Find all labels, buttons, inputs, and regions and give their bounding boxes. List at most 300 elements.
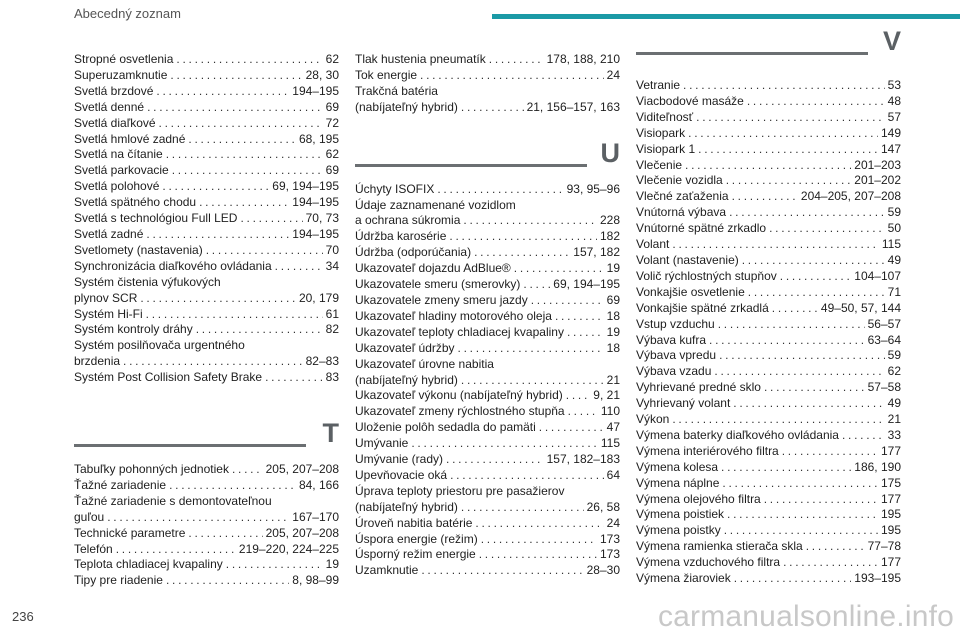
dot-leader xyxy=(729,205,885,221)
dot-leader xyxy=(539,420,604,436)
index-entry xyxy=(636,237,901,253)
entry-pages: 115 xyxy=(600,436,620,451)
index-entry xyxy=(355,516,620,532)
entry-term: Tlak hustenia pneumatík xyxy=(355,52,486,66)
dot-leader xyxy=(240,211,302,227)
dot-leader xyxy=(782,444,878,460)
entry-group xyxy=(355,229,620,356)
dot-leader xyxy=(567,325,604,341)
entry-pages: 53 xyxy=(887,78,901,92)
index-entry xyxy=(355,373,620,389)
index-entry xyxy=(355,309,620,325)
dot-leader xyxy=(721,460,851,476)
index-entry xyxy=(74,557,339,573)
index-entry xyxy=(355,229,620,245)
index-entry xyxy=(74,116,339,132)
entry-term: Svetlá na čítanie xyxy=(74,147,163,162)
entry-term: Výbava vzadu xyxy=(636,364,712,379)
entry-group xyxy=(355,516,620,580)
entry-term: Systém Hi-Fi xyxy=(74,306,143,321)
entry-group xyxy=(355,373,620,389)
dot-leader xyxy=(437,182,563,198)
entry-pages: 167–170 xyxy=(292,509,339,524)
dot-leader xyxy=(566,388,591,404)
index-entry xyxy=(636,396,901,412)
index-entry xyxy=(636,492,901,508)
entry-term: Výbava kufra xyxy=(636,332,707,347)
entry-group xyxy=(74,462,339,494)
entry-term: plynov SCR xyxy=(74,290,138,305)
index-entry xyxy=(355,420,620,436)
entry-pages: 57 xyxy=(887,109,901,124)
page-number: 236 xyxy=(12,609,34,624)
entry-term: Výmena náplne xyxy=(636,475,720,490)
entry-pages: 173 xyxy=(599,547,620,562)
entry-term: (nabíjateľný hybrid) xyxy=(355,99,458,114)
index-entry xyxy=(74,211,339,227)
index-entry xyxy=(636,364,901,380)
index-entry xyxy=(355,245,620,261)
index-entry xyxy=(355,563,620,579)
entry-term: Teplota chladiacej kvapaliny xyxy=(74,557,223,572)
entry-pages: 49 xyxy=(887,252,901,267)
dot-leader xyxy=(764,492,878,508)
entry-term: Ukazovateľ hladiny motorového oleja xyxy=(355,308,552,323)
dot-leader xyxy=(172,163,323,179)
index-entry xyxy=(636,380,901,396)
entry-term: Ukazovateľ výkonu (nabíjateľný hybrid) xyxy=(355,388,563,403)
entry-pages: 194–195 xyxy=(292,226,339,241)
entry-pages: 219–220, 224–225 xyxy=(238,541,339,556)
dot-leader xyxy=(107,510,289,526)
dot-leader xyxy=(722,476,878,492)
dot-leader xyxy=(420,68,604,84)
entry-pages: 57–58 xyxy=(867,380,901,395)
dot-leader xyxy=(188,132,296,148)
dot-leader xyxy=(769,221,885,237)
index-entry xyxy=(355,182,620,198)
entry-pages: 82–83 xyxy=(305,354,339,369)
entry-term: Vyhrievané predné sklo xyxy=(636,380,761,395)
watermark: carmanualsonline.info xyxy=(657,600,954,633)
entry-term: Svetlá zadné xyxy=(74,226,144,241)
entry-term: Stropné osvetlenia xyxy=(74,52,174,66)
entry-term: Svetlá spätného chodu xyxy=(74,195,197,210)
entry-term: Ťažné zariadenie xyxy=(74,477,167,492)
entry-pages: 34 xyxy=(325,258,339,273)
entry-term: a ochrana súkromia xyxy=(355,213,461,228)
index-entry xyxy=(636,94,901,110)
dot-leader xyxy=(489,52,544,68)
index-entry xyxy=(636,253,901,269)
entry-pages: 69 xyxy=(606,292,620,307)
entry-term: Telefón xyxy=(74,541,113,556)
entry-term: Ukazovateľ dojazdu AdBlue® xyxy=(355,261,511,276)
dot-leader xyxy=(672,237,878,253)
dot-leader xyxy=(450,468,604,484)
dot-leader xyxy=(523,277,550,293)
entry-term: Svetlá denné xyxy=(74,99,145,114)
entry-group xyxy=(74,307,339,339)
dot-leader xyxy=(461,500,584,516)
entry-term: Výmena vzduchového filtra xyxy=(636,555,781,570)
entry-pages: 19 xyxy=(606,324,620,339)
entry-pages: 56–57 xyxy=(867,316,901,331)
entry-pages: 69, 194–195 xyxy=(553,277,620,292)
entry-pages: 18 xyxy=(606,308,620,323)
index-entry xyxy=(355,261,620,277)
index-entry xyxy=(355,468,620,484)
dot-leader xyxy=(555,309,604,325)
entry-term: Výmena poistky xyxy=(636,523,721,538)
dot-leader xyxy=(514,261,604,277)
index-entry xyxy=(74,573,339,589)
entry-pages: 147 xyxy=(880,141,901,156)
dot-leader xyxy=(156,84,289,100)
dot-leader xyxy=(724,523,878,539)
index-entry xyxy=(355,436,620,452)
entry-pages: 62 xyxy=(325,52,339,66)
index-entry xyxy=(355,341,620,357)
entry-term: Svetlá brzdové xyxy=(74,83,154,98)
entry-term: Volant xyxy=(636,237,670,252)
index-entry-line: Úprava teploty priestoru pre pasažierov xyxy=(355,483,565,498)
dot-leader xyxy=(463,213,597,229)
dot-leader xyxy=(226,557,323,573)
entry-pages: 193–195 xyxy=(854,571,901,586)
index-entry-line: Ukazovateľ úrovne nabitia xyxy=(355,356,494,371)
index-entry-line: Systém čistenia výfukových xyxy=(74,274,221,289)
index-entry xyxy=(74,243,339,259)
index-entry xyxy=(636,189,901,205)
entry-pages: 18 xyxy=(606,340,620,355)
dot-leader xyxy=(531,293,604,309)
entry-pages: 26, 58 xyxy=(586,499,620,514)
entry-pages: 195 xyxy=(880,507,901,522)
dot-leader xyxy=(732,189,798,205)
entry-term: Tok energie xyxy=(355,67,418,82)
entry-term: Vnútorná výbava xyxy=(636,205,727,220)
entry-pages: 48 xyxy=(887,93,901,108)
entry-term: Úroveň nabitia batérie xyxy=(355,515,473,530)
entry-term: Volant (nastavenie) xyxy=(636,252,739,267)
entry-term: Výmena poistiek xyxy=(636,507,725,522)
entry-group xyxy=(355,388,620,483)
dot-leader xyxy=(672,412,884,428)
dot-leader xyxy=(719,348,885,364)
index-entry xyxy=(355,532,620,548)
index-entry xyxy=(74,147,339,163)
index-entry xyxy=(636,205,901,221)
section-rule xyxy=(355,164,587,167)
entry-pages: 157, 182–183 xyxy=(546,452,620,467)
dot-leader xyxy=(449,229,597,245)
dot-leader xyxy=(780,269,852,285)
entry-pages: 178, 188, 210 xyxy=(546,52,620,66)
section-header-t xyxy=(74,414,339,460)
index-entry xyxy=(355,452,620,468)
entry-term: Výmena ramienka stierača skla xyxy=(636,539,803,554)
entry-term: Svetlomety (nastavenia) xyxy=(74,242,203,257)
dot-leader xyxy=(764,380,865,396)
entry-term: Ukazovatele smeru (smerovky) xyxy=(355,277,521,292)
index-entry xyxy=(636,412,901,428)
dot-leader xyxy=(742,253,885,269)
index-column-2 xyxy=(355,52,620,579)
entry-group xyxy=(74,354,339,370)
index-entry xyxy=(74,195,339,211)
dot-leader xyxy=(733,396,884,412)
index-entry xyxy=(74,478,339,494)
entry-term: (nabíjateľný hybrid) xyxy=(355,499,458,514)
index-entry xyxy=(355,100,620,116)
index-entry xyxy=(355,388,620,404)
entry-pages: 186, 190 xyxy=(854,459,901,474)
dot-leader xyxy=(458,341,604,357)
dot-leader xyxy=(718,317,865,333)
dot-leader xyxy=(479,547,597,563)
index-entry xyxy=(636,539,901,555)
dot-leader xyxy=(727,507,878,523)
entry-pages: 49–50, 57, 144 xyxy=(820,300,901,315)
entry-pages: 177 xyxy=(880,491,901,506)
dot-leader xyxy=(747,94,885,110)
index-entry xyxy=(636,158,901,174)
entry-pages: 72 xyxy=(325,115,339,130)
dot-leader xyxy=(698,142,878,158)
entry-group xyxy=(355,100,620,116)
index-entry-line: Ťažné zariadenie s demontovateľnou xyxy=(74,493,272,508)
entry-term: Výmena olejového filtra xyxy=(636,491,761,506)
entry-term: Vlečenie vozidla xyxy=(636,173,723,188)
dot-leader xyxy=(714,364,884,380)
entry-pages: 61 xyxy=(325,306,339,321)
dot-leader xyxy=(685,158,851,174)
entry-group xyxy=(74,510,339,526)
entry-term: Systém kontroly dráhy xyxy=(74,322,193,337)
index-entry xyxy=(74,68,339,84)
dot-leader xyxy=(734,571,852,587)
index-entry xyxy=(636,523,901,539)
entry-term: brzdenia xyxy=(74,354,121,369)
entry-pages: 21, 156–157, 163 xyxy=(526,99,620,114)
dot-leader xyxy=(696,110,884,126)
entry-term: Výmena žiaroviek xyxy=(636,571,731,586)
dot-leader xyxy=(481,532,597,548)
dot-leader xyxy=(166,573,289,589)
entry-pages: 157, 182 xyxy=(573,245,620,260)
entry-group xyxy=(74,52,339,275)
section-letter: V xyxy=(882,26,901,56)
entry-term: Výmena interiérového filtra xyxy=(636,443,779,458)
entry-pages: 69 xyxy=(325,163,339,178)
entry-term: Tabuľky pohonných jednotiek xyxy=(74,462,229,477)
index-entry xyxy=(355,500,620,516)
entry-pages: 77–78 xyxy=(867,539,901,554)
entry-pages: 195 xyxy=(880,523,901,538)
index-entry-line: Údaje zaznamenané vozidlom xyxy=(355,197,516,212)
entry-pages: 62 xyxy=(325,147,339,162)
entry-pages: 20, 179 xyxy=(298,290,339,305)
entry-pages: 149 xyxy=(880,125,901,140)
entry-term: Upevňovacie oká xyxy=(355,467,448,482)
entry-pages: 104–107 xyxy=(854,268,901,283)
section-letter: T xyxy=(322,418,339,449)
entry-term: Ukazovateľ údržby xyxy=(355,340,455,355)
index-entry xyxy=(636,142,901,158)
entry-term: Výmena baterky diaľkového ovládania xyxy=(636,427,839,442)
entry-term: Viditeľnosť xyxy=(636,109,694,124)
dot-leader xyxy=(188,526,262,542)
index-entry xyxy=(355,213,620,229)
dot-leader xyxy=(170,68,302,84)
entry-pages: 62 xyxy=(887,364,901,379)
entry-term: Technické parametre xyxy=(74,525,186,540)
dot-leader xyxy=(140,291,296,307)
entry-pages: 8, 98–99 xyxy=(292,573,339,588)
index-entry xyxy=(636,428,901,444)
entry-term: Uloženie polôh sedadla do pamäti xyxy=(355,420,536,435)
dot-leader xyxy=(421,563,583,579)
dot-leader xyxy=(783,555,878,571)
dot-leader xyxy=(461,100,524,116)
entry-term: Visiopark xyxy=(636,125,686,140)
dot-leader xyxy=(568,404,598,420)
index-entry xyxy=(74,100,339,116)
index-entry xyxy=(74,227,339,243)
entry-term: Svetlá s technológiou Full LED xyxy=(74,211,238,226)
index-column-1 xyxy=(74,52,339,589)
entry-pages: 84, 166 xyxy=(298,477,339,492)
entry-term: Viacbodové masáže xyxy=(636,93,744,108)
entry-pages: 70 xyxy=(325,242,339,257)
index-entry xyxy=(636,348,901,364)
entry-pages: 19 xyxy=(325,557,339,572)
entry-group xyxy=(355,213,620,229)
entry-term: Vetranie xyxy=(636,78,681,92)
entry-term: Vonkajšie spätné zrkadlá xyxy=(636,300,769,315)
dot-leader xyxy=(275,259,323,275)
dot-leader xyxy=(147,100,323,116)
entry-term: Svetlá parkovacie xyxy=(74,163,169,178)
entry-term: Svetlá diaľkové xyxy=(74,115,156,130)
entry-term: Úsporný režim energie xyxy=(355,547,476,562)
index-entry xyxy=(74,84,339,100)
dot-leader xyxy=(683,78,885,94)
dot-leader xyxy=(475,516,603,532)
entry-pages: 9, 21 xyxy=(593,388,620,403)
entry-term: Umývanie (rady) xyxy=(355,452,444,467)
entry-term: Svetlá hmlové zadné xyxy=(74,131,186,146)
entry-pages: 21 xyxy=(606,372,620,387)
entry-pages: 28–30 xyxy=(586,563,620,578)
dot-leader xyxy=(206,243,323,259)
entry-pages: 24 xyxy=(606,515,620,530)
entry-pages: 205, 207–208 xyxy=(265,525,339,540)
index-entry-line: Systém posilňovača urgentného xyxy=(74,338,245,353)
index-entry xyxy=(636,571,901,587)
entry-term: Synchronizácia diaľkového ovládania xyxy=(74,258,272,273)
index-entry xyxy=(74,370,339,386)
index-entry xyxy=(636,333,901,349)
entry-term: Volič rýchlostných stupňov xyxy=(636,268,777,283)
entry-term: Systém Post Collision Safety Brake xyxy=(74,370,263,385)
entry-pages: 68, 195 xyxy=(298,131,339,146)
entry-pages: 194–195 xyxy=(292,83,339,98)
section-header-v xyxy=(636,26,901,76)
index-entry xyxy=(636,126,901,142)
index-entry xyxy=(74,259,339,275)
dot-leader xyxy=(146,227,289,243)
entry-term: Vnútorné spätné zrkadlo xyxy=(636,221,767,236)
entry-group xyxy=(355,182,620,198)
entry-term: Vyhrievaný volant xyxy=(636,396,731,411)
index-entry xyxy=(74,307,339,323)
entry-term: Úspora energie (režim) xyxy=(355,531,478,546)
dot-leader xyxy=(726,173,852,189)
entry-pages: 182 xyxy=(599,229,620,244)
index-entry xyxy=(74,526,339,542)
entry-pages: 63–64 xyxy=(867,332,901,347)
index-entry xyxy=(74,322,339,338)
section-rule xyxy=(636,52,868,55)
entry-term: Superuzamknutie xyxy=(74,67,168,82)
index-entry xyxy=(74,52,339,68)
entry-term: Vstup vzduchu xyxy=(636,316,715,331)
entry-pages: 93, 95–96 xyxy=(566,181,620,196)
index-entry xyxy=(74,291,339,307)
entry-pages: 177 xyxy=(880,555,901,570)
entry-term: Uzamknutie xyxy=(355,563,419,578)
entry-pages: 82 xyxy=(325,322,339,337)
index-entry xyxy=(636,221,901,237)
entry-pages: 50 xyxy=(887,221,901,236)
entry-pages: 110 xyxy=(600,404,620,419)
index-entry xyxy=(636,173,901,189)
entry-pages: 177 xyxy=(880,443,901,458)
entry-pages: 21 xyxy=(887,412,901,427)
entry-group xyxy=(74,526,339,590)
section-letter: U xyxy=(600,137,620,168)
index-entry xyxy=(636,269,901,285)
entry-term: (nabíjateľný hybrid) xyxy=(355,372,458,387)
entry-pages: 28, 30 xyxy=(305,67,339,82)
index-entry-line: Trakčná batéria xyxy=(355,83,438,98)
entry-pages: 70, 73 xyxy=(305,211,339,226)
dot-leader xyxy=(169,478,296,494)
index-entry xyxy=(636,317,901,333)
entry-pages: 64 xyxy=(606,467,620,482)
index-entry xyxy=(636,444,901,460)
entry-term: Vonkajšie osvetlenie xyxy=(636,284,745,299)
entry-term: Vlečenie xyxy=(636,157,683,172)
entry-term: Ukazovateľ zmeny rýchlostného stupňa xyxy=(355,404,565,419)
entry-group xyxy=(74,291,339,307)
dot-leader xyxy=(446,452,544,468)
entry-group xyxy=(636,78,901,587)
index-entry xyxy=(355,293,620,309)
entry-pages: 33 xyxy=(887,427,901,442)
entry-pages: 59 xyxy=(887,205,901,220)
entry-term: Údržba karosérie xyxy=(355,229,447,244)
dot-leader xyxy=(146,307,323,323)
entry-term: Výkon xyxy=(636,412,670,427)
dot-leader xyxy=(842,428,885,444)
dot-leader xyxy=(748,285,885,301)
entry-term: Výmena kolesa xyxy=(636,459,719,474)
index-entry xyxy=(636,110,901,126)
index-entry xyxy=(636,78,901,94)
